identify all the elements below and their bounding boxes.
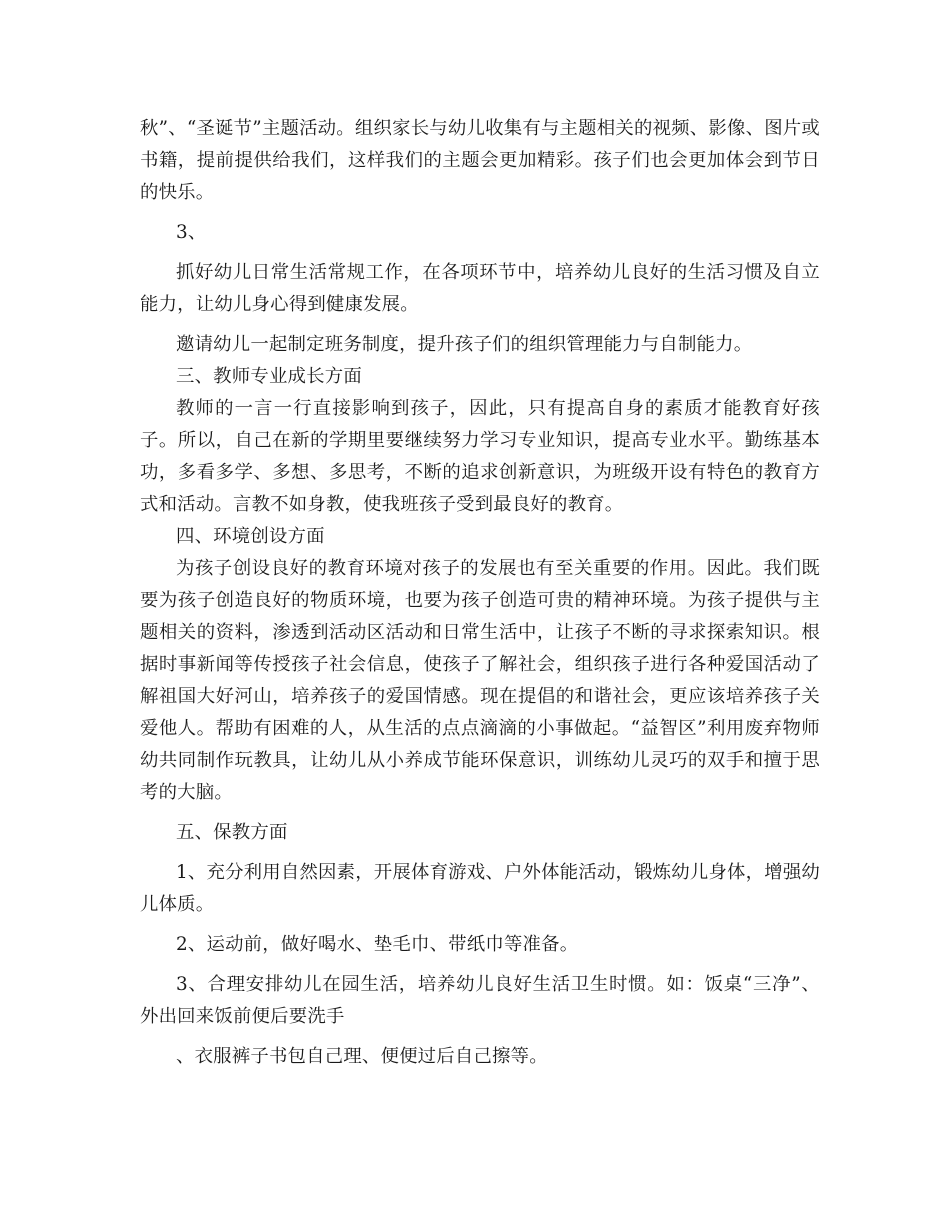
paragraph-teacher-growth: 教师的一言一行直接影响到孩子，因此，只有提高自身的素质才能教育好孩子。所以，自己在新的学期里要继续努力学习专业知识，提高专业水平。勤练基本功，多看多学、多想、多思考，不断的追求创新意识，为班级开设有特色的教育方式和活动。言教不如身教，使我班孩子受到最良好的教育。: [140, 398, 820, 515]
document-body: [140, 113, 820, 1073]
paragraph-environment: 为孩子创设良好的教育环境对孩子的发展也有至关重要的作用。因此。我们既要为孩子创造良好的物质环境，也要为孩子创造可贵的精神环境。为孩子提供与主题相关的资料，渗透到活动区活动和日常生活中，让孩子不断的寻求探索知识。根据时事新闻等传授孩子社会信息，使孩子了解社会，组织孩子进行各种爱国活动了解祖国大好河山，培养孩子的爱国情感。现在提倡的和谐社会，更应该培养孩子关爱他人。帮助有困难的人，从生活的点点滴滴的小事做起。“益智区”利用废弃物师幼共同制作玩教具，让幼儿从小养成节能环保意识，训练幼儿灵巧的双手和擅于思考的大脑。: [140, 558, 820, 803]
heading-environment: 四、环境创设方面: [176, 526, 325, 547]
heading-teacher-growth: 三、教师专业成长方面: [176, 366, 362, 387]
paragraph-theme-activities: 秋”、“圣诞节”主题活动。组织家长与幼儿收集有与主题相关的视频、影像、图片或书籍，提前提供给我们，这样我们的主题会更加精彩。孩子们也会更加体会到节日的快乐。: [140, 118, 820, 203]
paragraph-class-rules: 邀请幼儿一起制定班务制度，提升孩子们的组织管理能力与自制能力。: [176, 334, 753, 355]
paragraph-item-3-label: 3、: [176, 222, 207, 243]
paragraph-care-item-1: 1、充分利用自然因素，开展体育游戏、户外体能活动，锻炼幼儿身体，增强幼儿体质。: [140, 862, 820, 915]
paragraph-care-item-3: 3、合理安排幼儿在园生活，培养幼儿良好生活卫生时惯。如：饭桌“三净”、外出回来饭前便后要洗手: [140, 974, 820, 1027]
paragraph-care-item-2: 2、运动前，做好喝水、垫毛巾、带纸巾等准备。: [176, 934, 579, 955]
paragraph-daily-routine: 抓好幼儿日常生活常规工作，在各项环节中，培养幼儿良好的生活习惯及自立能力，让幼儿身心得到健康发展。: [140, 262, 820, 315]
heading-care-education: 五、保教方面: [176, 822, 288, 843]
paragraph-care-item-3-continued: 、衣服裤子书包自己理、便便过后自己擦等。: [176, 1046, 548, 1067]
